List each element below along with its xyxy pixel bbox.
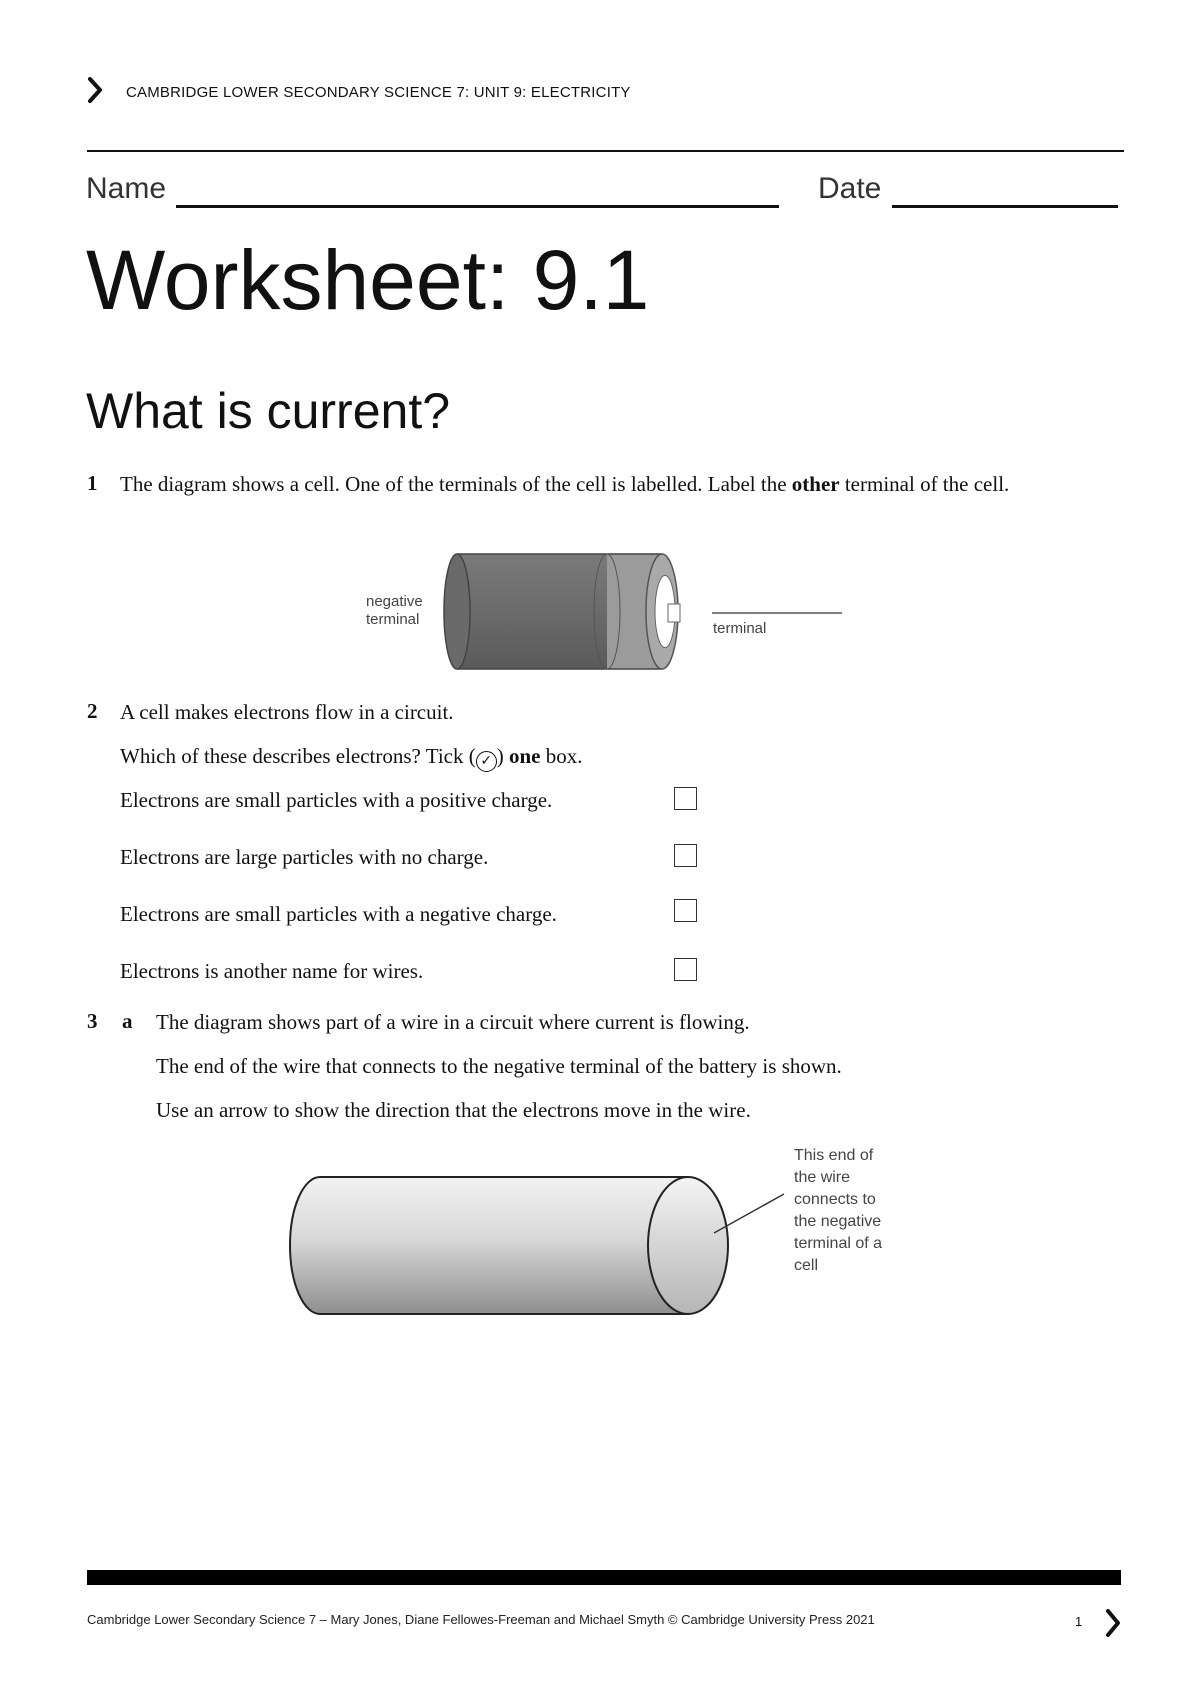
question-2-prompt [120, 741, 582, 772]
question-2-number: 2 [87, 699, 98, 723]
worksheet-subtitle: What is current? [86, 383, 451, 439]
wire-diagram[interactable] [280, 1138, 920, 1318]
other-terminal-label: terminal [713, 620, 767, 637]
question-1-text [120, 469, 1080, 500]
option-2-text: Electrons are large particles with no charge. [120, 845, 489, 869]
cell-diagram [360, 548, 860, 678]
option-2-checkbox[interactable] [674, 844, 697, 867]
wire-label-line-2: the wire [794, 1169, 851, 1186]
wire-body [290, 1177, 688, 1314]
option-4-text: Electrons is another name for wires. [120, 959, 424, 983]
name-label: Name [86, 172, 167, 205]
question-3-number: 3 [87, 1009, 98, 1033]
chevron-right-icon [86, 76, 104, 104]
question-2-prompt-start: Which of these describes electrons? Tick ( [120, 744, 476, 768]
option-3-text: Electrons are small particles with a negative charge. [120, 902, 557, 926]
wire-label-line-5: terminal of a [794, 1235, 883, 1252]
option-3-checkbox[interactable] [674, 899, 697, 922]
question-1-text-start: The diagram shows a cell. One of the terminals of the cell is labelled. Label the [120, 472, 792, 496]
question-1-emphasis: other [791, 472, 840, 496]
question-3-line-3: Use an arrow to show the direction that the electrons move in the wire. [156, 1098, 751, 1122]
cell-base-end [444, 554, 470, 669]
option-1-text: Electrons are small particles with a positive charge. [120, 788, 553, 812]
name-field[interactable] [176, 205, 779, 208]
cell-body [457, 554, 607, 669]
question-3-line-1: The diagram shows part of a wire in a circuit where current is flowing. [156, 1010, 750, 1034]
wire-label-line-6: cell [794, 1257, 819, 1274]
footer-credit: Cambridge Lower Secondary Science 7 – Mary Jones, Diane Fellowes-Freeman and Michael Smyth © Cambridge University Press 2021 [87, 1612, 875, 1627]
worksheet-title: Worksheet: 9.1 [86, 233, 650, 327]
question-3-part: a [122, 1009, 133, 1033]
wire-end [648, 1177, 728, 1314]
option-4-checkbox[interactable] [674, 958, 697, 981]
date-field[interactable] [892, 205, 1118, 208]
wire-label-line-3: connects to [794, 1191, 876, 1208]
question-2-emphasis: one [508, 744, 541, 768]
question-2-prompt-end: box. [540, 744, 583, 768]
option-1-checkbox[interactable] [674, 787, 697, 810]
header-rule [87, 150, 1124, 152]
question-3-line-2: The end of the wire that connects to the negative terminal of the battery is shown. [156, 1054, 842, 1078]
next-page-chevron-icon [1104, 1608, 1122, 1638]
cell-terminal-nub [668, 604, 680, 622]
wire-label-line-1: This end of [794, 1147, 874, 1164]
tick-icon: ✓ [476, 751, 497, 772]
wire-label-line-4: the negative [794, 1213, 882, 1230]
question-1-text-end: terminal of the cell. [839, 472, 1010, 496]
running-header: CAMBRIDGE LOWER SECONDARY SCIENCE 7: UNIT 9: ELECTRICITY [126, 84, 631, 101]
question-2-intro: A cell makes electrons flow in a circuit. [120, 700, 454, 724]
date-label: Date [818, 172, 882, 205]
negative-terminal-label-2: terminal [366, 611, 420, 628]
question-2-prompt-mid: ) [496, 744, 509, 768]
question-1-number: 1 [87, 471, 98, 495]
negative-terminal-label: negative [366, 593, 423, 610]
footer-bar [87, 1570, 1121, 1585]
page-number: 1 [1075, 1614, 1083, 1629]
